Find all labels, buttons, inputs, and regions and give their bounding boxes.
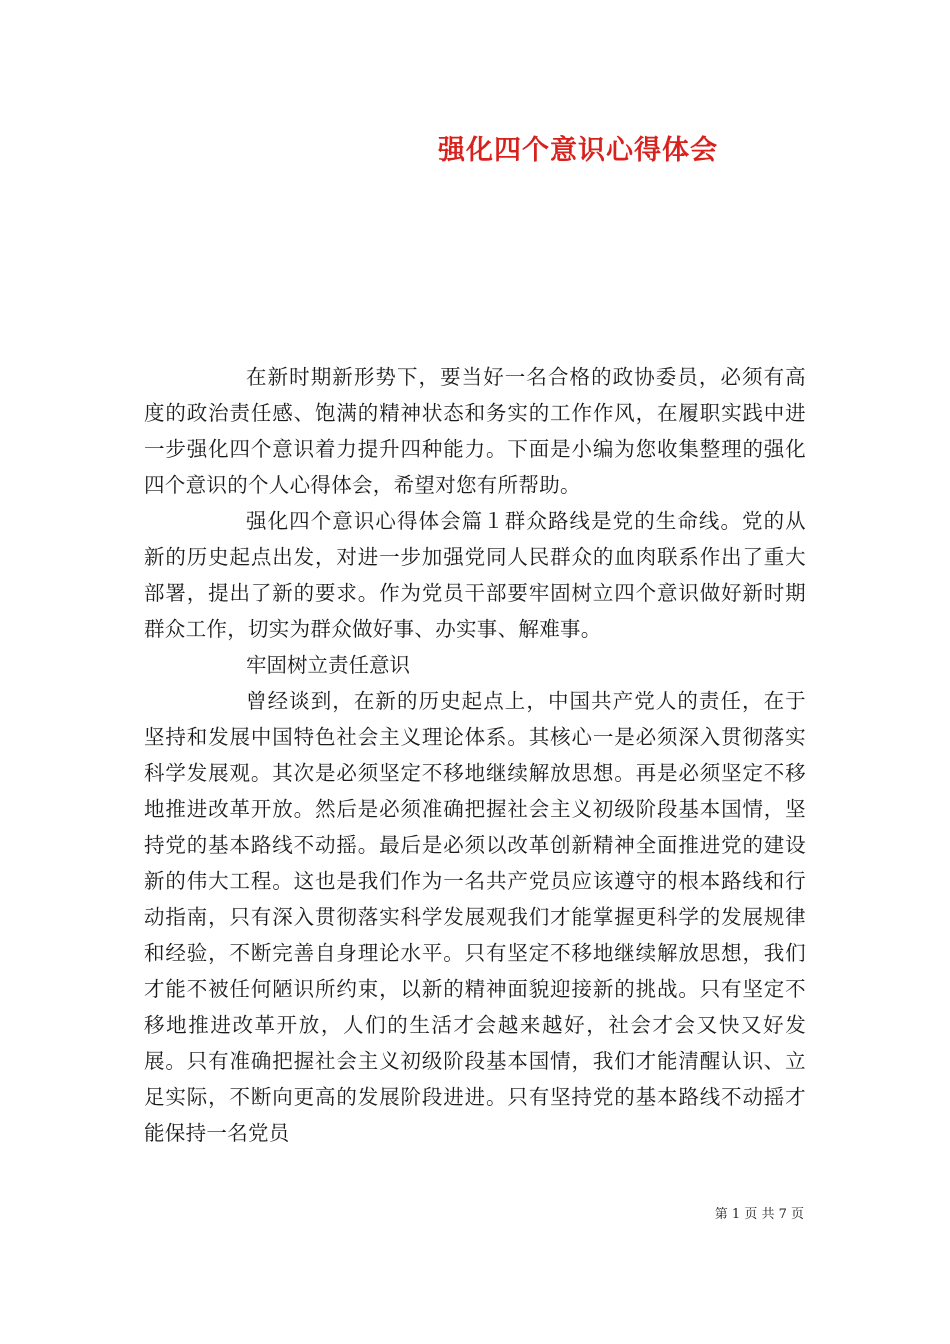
section-heading: 牢固树立责任意识: [246, 653, 410, 677]
section-paragraph: 曾经谈到，在新的历史起点上，中国共产党人的责任，在于坚持和发展中国特色社会主义理论体系。其核心一是必须深入贯彻落实科学发展观。其次是必须坚定不移地继续解放思想。再是必须坚定不移地推进改革开放。然后是必须准确把握社会主义初级阶段基本国情，坚持党的基本路线不动摇。最后是必须以改革创新精神全面推进党的建设新的伟大工程。这也是我们作为一名共产党员应该遵守的根本路线和行动指南，只有深入贯彻落实科学发展观我们才能掌握更科学的发展规律和经验，不断完善自身理论水平。只有坚定不移地继续解放思想，我们才能不被任何陋识所约束，以新的精神面貌迎接新的挑战。只有坚定不移地推进改革开放，人们的生活才会越来越好，社会才会又快又好发展。只有准确把握社会主义初级阶段基本国情，我们才能清醒认识、立足实际，不断向更高的发展阶段进进。只有坚持党的基本路线不动摇才能保持一名党员: [144, 689, 806, 1145]
intro-paragraph: 在新时期新形势下，要当好一名合格的政协委员，必须有高度的政治责任感、饱满的精神状态和务实的工作作风，在履职实践中进一步强化四个意识着力提升四种能力。下面是小编为您收集整理的强化四个意识的个人心得体会，希望对您有所帮助。: [144, 365, 806, 497]
page-number: 第 1 页 共 7 页: [714, 1207, 804, 1222]
document-body: [144, 359, 806, 1151]
document-title: 强化四个意识心得体会: [438, 135, 718, 166]
article-paragraph: 强化四个意识心得体会篇１群众路线是党的生命线。党的从新的历史起点出发，对进一步加强党同人民群众的血肉联系作出了重大部署，提出了新的要求。作为党员干部要牢固树立四个意识做好新时期群众工作，切实为群众做好事、办实事、解难事。: [144, 509, 806, 641]
